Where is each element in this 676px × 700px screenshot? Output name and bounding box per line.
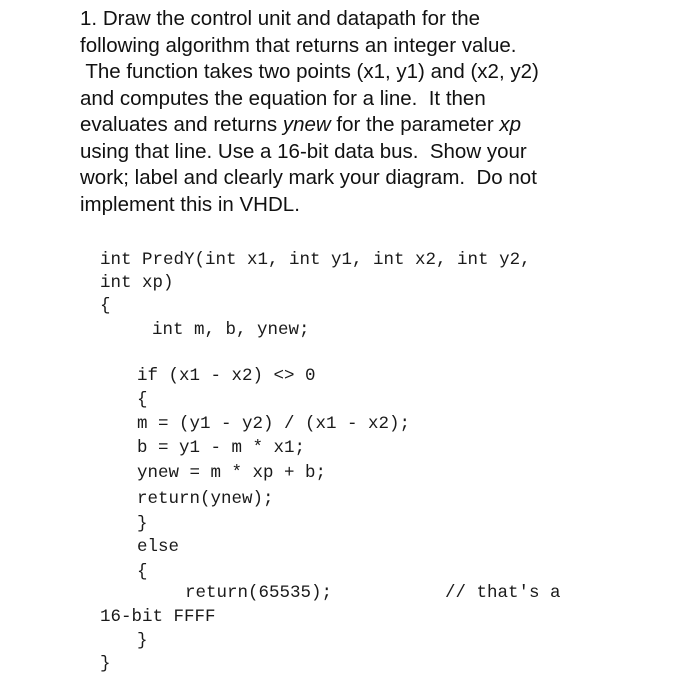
problem-line-7: work; label and clearly mark your diagram. Do not: [80, 166, 537, 189]
code-return-ynew: return(ynew);: [137, 489, 274, 509]
xp-term: xp: [499, 113, 522, 136]
problem-line-5-pre: evaluates and returns: [80, 113, 283, 136]
code-else-close-brace: }: [137, 631, 148, 651]
code-comment: // that's a: [445, 583, 561, 603]
code-signature-line-1: int PredY(int x1, int y1, int x2, int y2,: [100, 250, 531, 270]
problem-line-1: [80, 6, 640, 33]
problem-line-2: following algorithm that returns an integer value.: [80, 33, 517, 57]
code-return-65535: return(65535);: [185, 583, 333, 603]
problem-line-5-mid: for the parameter: [330, 113, 500, 136]
problem-line-4: and computes the equation for a line. It then: [80, 86, 486, 110]
code-if-open-brace: {: [137, 390, 148, 410]
code-function-open-brace: {: [100, 296, 111, 316]
code-function-close-brace: }: [100, 654, 111, 674]
code-signature-line-2: int xp): [100, 273, 174, 293]
code-declaration: int m, b, ynew;: [152, 320, 310, 340]
problem-number: 1.: [80, 7, 98, 30]
code-comment-continuation: 16-bit FFFF: [100, 607, 216, 627]
problem-line-1-text: Draw the control unit and datapath for the: [102, 7, 481, 30]
code-else-keyword: else: [137, 537, 180, 557]
problem-line-5: [80, 112, 640, 139]
problem-statement: [80, 6, 640, 218]
ynew-term: ynew: [282, 113, 331, 136]
code-ynew-assignment: ynew = m * xp + b;: [137, 463, 327, 483]
code-else-open-brace: {: [137, 562, 148, 582]
problem-line-8: implement this in VHDL.: [80, 192, 300, 216]
code-m-assignment: m = (y1 - y2) / (x1 - x2);: [137, 414, 411, 434]
code-b-assignment: b = y1 - m * x1;: [137, 438, 306, 458]
code-if-statement: if (x1 - x2) <> 0: [137, 366, 316, 386]
code-if-close-brace: }: [137, 514, 148, 534]
problem-line-3: The function takes two points (x1, y1) and (x2, y2): [80, 60, 539, 83]
problem-line-6: using that line. Use a 16-bit data bus. Show your: [80, 139, 527, 163]
